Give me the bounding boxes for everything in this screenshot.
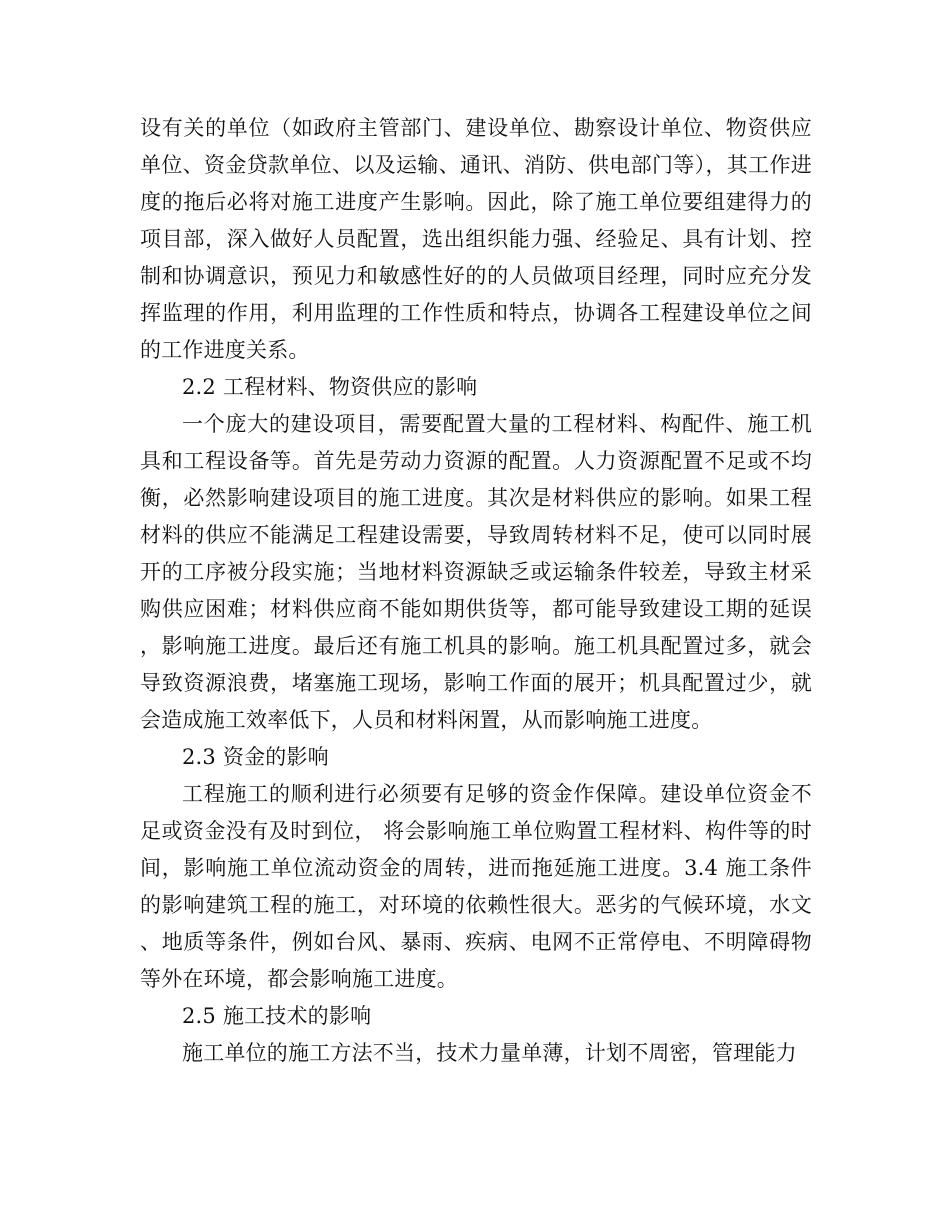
paragraph-coordination: 设有关的单位（如政府主管部门、建设单位、勘察设计单位、物资供应单位、资金贷款单位、以及运输、通讯、消防、供电部门等），其工作进度的拖后必将对施工进度产生影响。因此，除了施工单位要组建得力的项目部，深入做好人员配置，选出组织能力强、经验足、具有计划、控制和协调意识，预见力和敏感性好的的人员做项目经理，同时应充分发挥监理的作用，利用监理的工作性质和特点，协调各工程建设单位之间的工作进度关系。: [140, 116, 812, 362]
section-heading-2-5: 2.5 施工技术的影响: [182, 1004, 372, 1028]
section-heading-2-2: 2.2 工程材料、物资供应的影响: [182, 375, 478, 399]
paragraph-technology: 施工单位的施工方法不当，技术力量单薄，计划不周密，管理能力: [182, 1041, 797, 1065]
section-heading-2-3: 2.3 资金的影响: [182, 745, 329, 769]
document-body: [140, 110, 812, 1072]
paragraph-materials: 一个庞大的建设项目，需要配置大量的工程材料、构配件、施工机具和工程设备等。首先是劳动力资源的配置。人力资源配置不足或不均衡，必然影响建设项目的施工进度。其次是材料供应的影响。如果工程材料的供应不能满足工程建设需要，导致周转材料不足，使可以同时展开的工序被分段实施；当地材料资源缺乏或运输条件较差，导致主材采购供应困难；材料供应商不能如期供货等，都可能导致建设工期的延误，影响施工进度。最后还有施工机具的影响。施工机具配置过多，就会导致资源浪费，堵塞施工现场，影响工作面的展开；机具配置过少，就会造成施工效率低下，人员和材料闲置，从而影响施工进度。: [140, 412, 812, 732]
paragraph-funding: 工程施工的顺利进行必须要有足够的资金作保障。建设单位资金不足或资金没有及时到位， 将会影响施工单位购置工程材料、构件等的时间，影响施工单位流动资金的周转，进而拖延施工进度。3.4 施工条件的影响建筑工程的施工，对环境的依赖性很大。恶劣的气候环境，水文、地质等条件，例如台风、暴雨、疾病、电网不正常停电、不明障碍物等外在环境，都会影响施工进度。: [140, 782, 812, 991]
